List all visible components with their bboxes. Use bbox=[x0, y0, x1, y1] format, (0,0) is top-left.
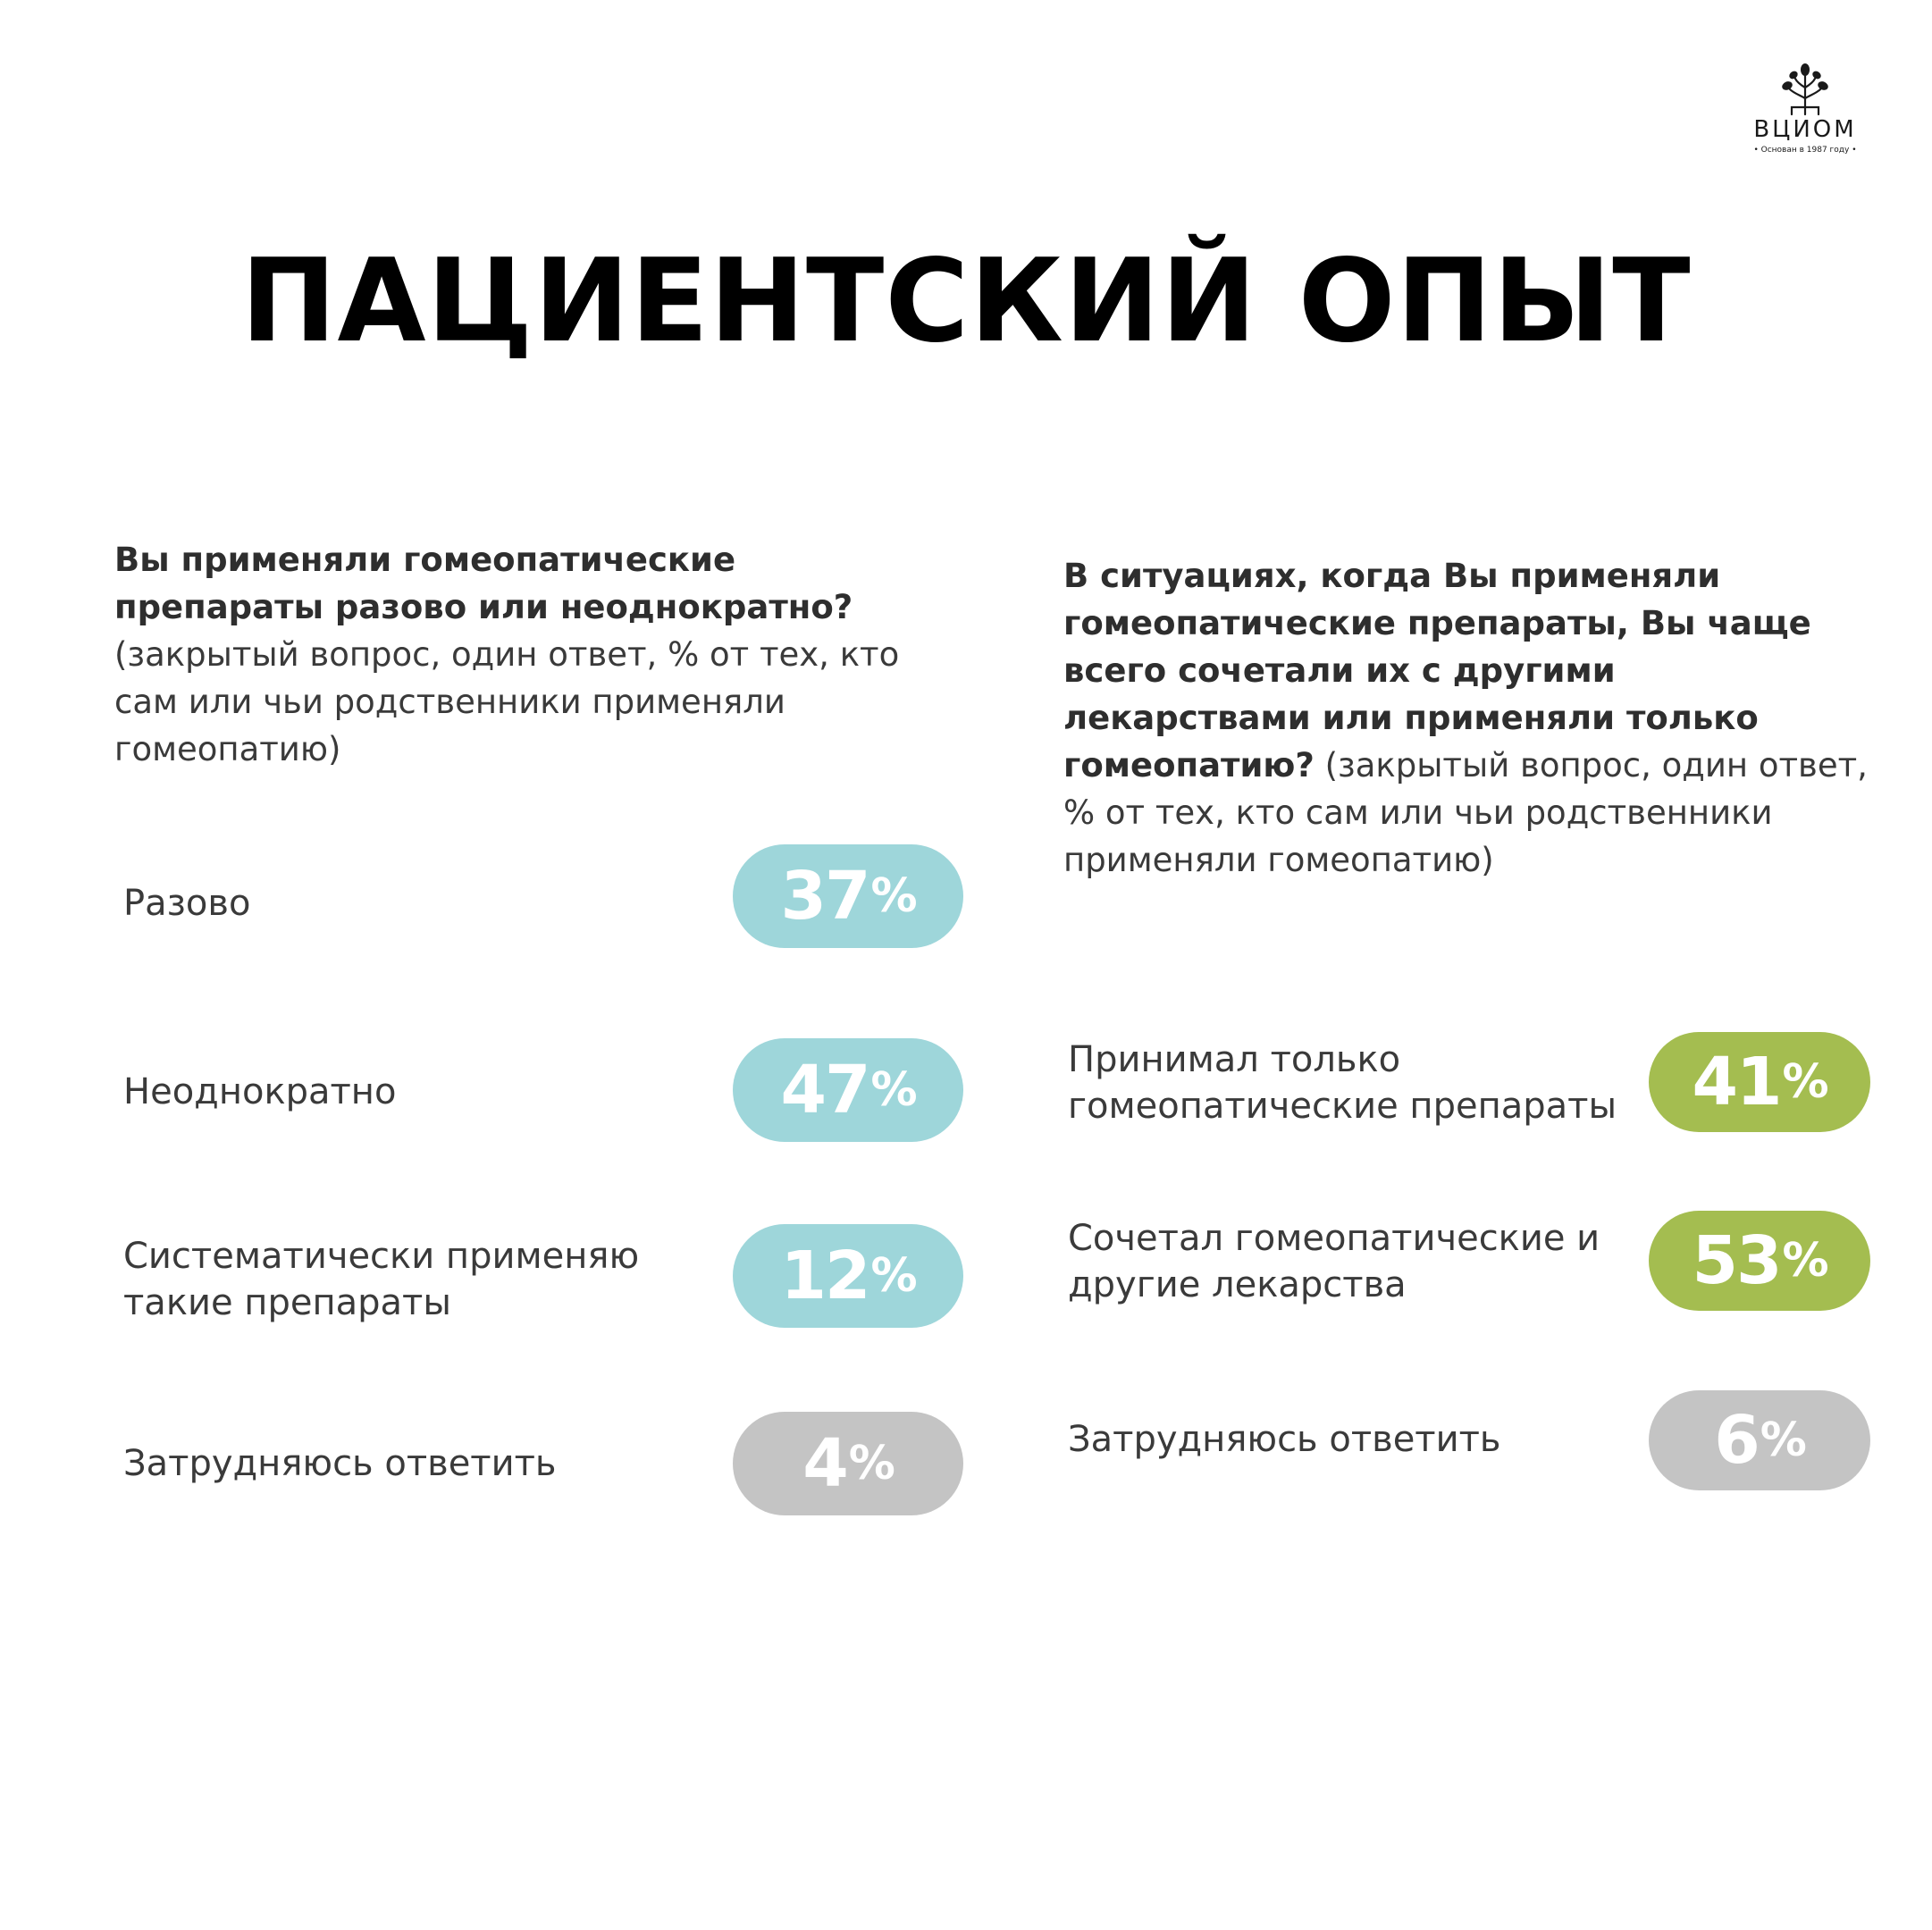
chart-1-label-0: Разово bbox=[123, 883, 251, 924]
chart-1-value-2: 12 bbox=[780, 1238, 869, 1314]
chart-1-unit-0: % bbox=[870, 869, 916, 923]
chart-2-value-pill-0 bbox=[1649, 1032, 1870, 1132]
chart-1-label-2: Систематически применяю такие препараты bbox=[123, 1236, 640, 1323]
page-title: ПАЦИЕНТСКИЙ ОПЫТ bbox=[240, 235, 1692, 368]
chart-2-title-bold: В ситуациях, когда Вы применяли гомеопатические препараты, Вы чаще всего сочетали их с другими лекарствами или применяли только гомеопатию? bbox=[1063, 557, 1811, 785]
chart-2-unit-1: % bbox=[1782, 1234, 1827, 1288]
chart-2-value-2: 6 bbox=[1714, 1402, 1759, 1479]
tree-icon bbox=[1774, 63, 1836, 116]
chart-2-unit-2: % bbox=[1760, 1414, 1805, 1467]
chart-2-value-1: 53 bbox=[1692, 1222, 1781, 1299]
chart-2-label-2: Затрудняюсь ответить bbox=[1068, 1419, 1501, 1460]
chart-1-unit-2: % bbox=[870, 1249, 916, 1303]
chart-1-label-3: Затрудняюсь ответить bbox=[123, 1443, 557, 1484]
chart-2-label-0: Принимал только гомеопатические препараты bbox=[1068, 1039, 1617, 1127]
chart-2-value-pill-1 bbox=[1649, 1211, 1870, 1311]
chart-1-value-pill-3 bbox=[733, 1412, 963, 1515]
chart-2-value-pill-2 bbox=[1649, 1390, 1870, 1490]
vciom-logo bbox=[1729, 63, 1881, 165]
chart-2-title bbox=[1063, 552, 1868, 884]
chart-1-title-note: (закрытый вопрос, один ответ, % от тех, кто сам или чьи родственники применяли гомеопатию) bbox=[114, 635, 900, 768]
chart-1-title bbox=[114, 536, 937, 773]
chart-1-value-0: 37 bbox=[780, 858, 869, 935]
chart-1-title-bold: Вы применяли гомеопатические препараты разово или неоднократно? bbox=[114, 541, 853, 626]
chart-2-title-note: (закрытый вопрос, один ответ, % от тех, кто сам или чьи родственники применяли гомеопатию) bbox=[1063, 746, 1868, 879]
logo-name: ВЦИОМ bbox=[1753, 116, 1857, 143]
chart-2-unit-0: % bbox=[1782, 1055, 1827, 1109]
chart-1-value-1: 47 bbox=[780, 1052, 869, 1129]
chart-2-value-0: 41 bbox=[1692, 1044, 1781, 1120]
chart-1-unit-3: % bbox=[848, 1437, 894, 1490]
chart-1-value-pill-2 bbox=[733, 1224, 963, 1328]
chart-1-value-pill-0 bbox=[733, 844, 963, 948]
chart-1-unit-1: % bbox=[870, 1063, 916, 1117]
logo-tagline: • Основан в 1987 году • bbox=[1753, 146, 1857, 155]
chart-1-label-1: Неоднократно bbox=[123, 1071, 397, 1112]
chart-1-value-3: 4 bbox=[802, 1425, 847, 1502]
chart-1-value-pill-1 bbox=[733, 1038, 963, 1142]
chart-2-label-1: Сочетал гомеопатические и другие лекарства bbox=[1068, 1218, 1600, 1305]
